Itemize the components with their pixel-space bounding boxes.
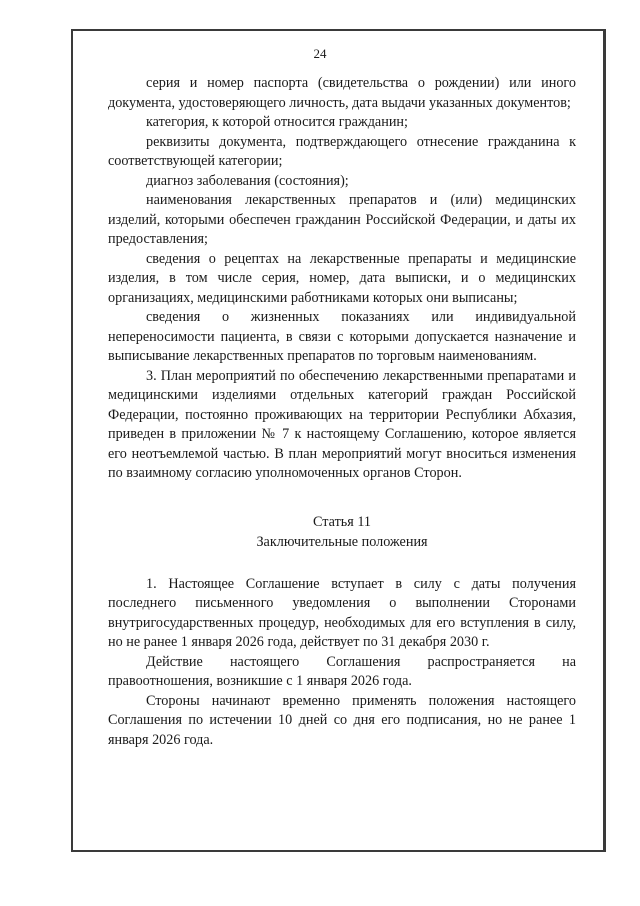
paragraph-provisional-application: Стороны начинают временно применять положения настоящего Соглашения по истечении 10 дней со дня его подписания, но не ранее 1 января 2026 года. bbox=[108, 692, 576, 748]
document-body bbox=[108, 74, 576, 750]
page-number: 24 bbox=[313, 46, 327, 61]
paragraph-entry-into-force: 1. Настоящее Соглашение вступает в силу с даты получения последнего письменного уведомления о выполнении Сторонами внутригосударственных процедур, необходимых для его вступления в силу, но не ранее 1 января 2026 года, действует по 31 декабря 2030 г. bbox=[108, 575, 576, 650]
paragraph-effect: Действие настоящего Соглашения распространяется на правоотношения, возникшие с 1 января 2026 года. bbox=[108, 653, 576, 689]
paragraph-passport: серия и номер паспорта (свидетельства о рождении) или иного документа, удостоверяющего личность, дата выдачи указанных документов; bbox=[108, 75, 576, 111]
article-number: Статья 11 bbox=[313, 513, 371, 530]
paragraph-action-plan: 3. План мероприятий по обеспечению лекарственными препаратами и медицинскими изделиями отдельных категорий граждан Российской Федерации, постоянно проживающих на территории Республики Абхазия, приведен в приложении № 7 к настоящему Соглашению, которое является его неотъемлемой частью. В план мероприятий могут вноситься изменения по взаимному согласию уполномоченных органов Сторон. bbox=[108, 367, 576, 481]
article-heading bbox=[108, 512, 576, 552]
paragraph-diagnosis: диагноз заболевания (состояния); bbox=[146, 172, 349, 189]
article-title: Заключительные положения bbox=[256, 533, 428, 550]
paragraph-category: категория, к которой относится гражданин; bbox=[146, 114, 408, 130]
paragraph-prescriptions: сведения о рецептах на лекарственные препараты и медицинские изделия, в том числе серия, номер, дата выписки, и о медицинских организациях, медицинскими работниками которых они выписаны; bbox=[108, 250, 576, 306]
paragraph-drugs: наименования лекарственных препаратов и (или) медицинских изделий, которыми обеспечен гражданин Российской Федерации, и даты их предоставления; bbox=[108, 192, 576, 247]
paragraph-document-details: реквизиты документа, подтверждающего отнесение гражданина к соответствующей категории; bbox=[108, 133, 576, 169]
paragraph-vital-indications: сведения о жизненных показаниях или индивидуальной непереносимости пациента, в связи с которыми допускается назначение и выписывание лекарственных препаратов по торговым наименованиям. bbox=[108, 309, 576, 364]
